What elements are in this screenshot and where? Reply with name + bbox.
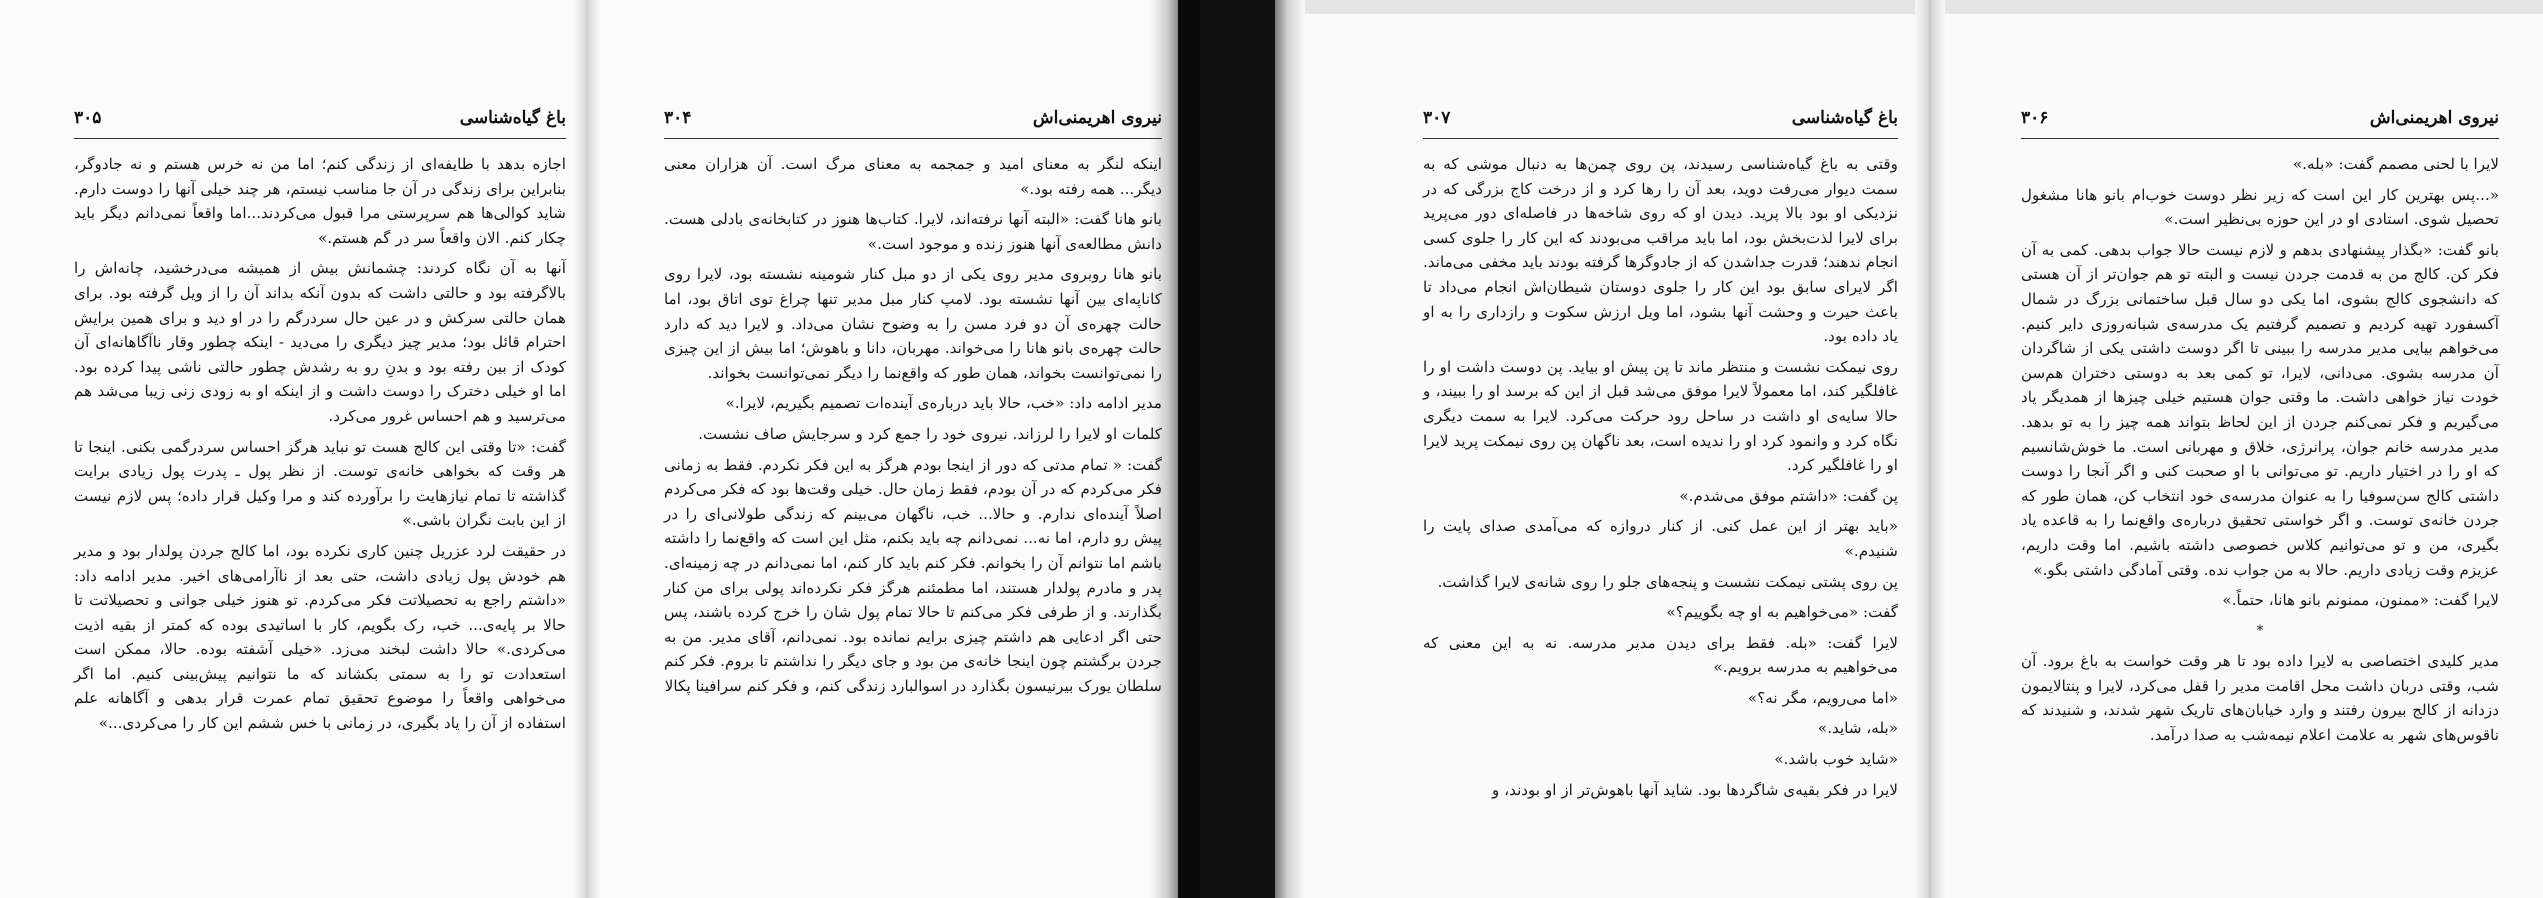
scan-edge-shadow-right: [1275, 0, 1305, 898]
page-number: ۳۰۴: [664, 108, 692, 128]
paragraph: گفت: « تمام مدتی که دور از اینجا بودم هرگز به این فکر نکردم. فقط به زمانی فکر می‌کردم که در آن بودم، فقط زمان حال. خیلی وقت‌ها بود که فکر می‌کردم اصلاً آینده‌ای ندارم. و حالا... خب، ناگهان می‌بینم که زندگی طولانی‌ای را در پیش رو دارم، اما نه... نمی‌دانم چه باید بکنم، مثل این است که واقع‌نما را داشته باشم اما نتوانم آن را بخوانم. فکر کنم باید کار کنم، اما نمی‌دانم در چه زمینه‌ای. پدر و مادرم پولدار هستند، اما مطمئنم هرگز فکر نکرده‌اند پولی برای من کنار بگذارند. و از طرفی فکر می‌کنم تا حالا تمام پول شان را خرج کرده باشند، پس حتی اگر ادعایی هم داشتم چیزی برایم نمانده بود. نمی‌دانم، آقای مدیر. من به جردن برگشتم چون اینجا خانه‌ی من بود و جای دیگر را نداشتم تا بروم. فکر کنم سلطان یورک بیرنیسون بگذارد در اسوالبارد زندگی کنم، و فکر کنم سرافینا پکالا: [664, 455, 1162, 695]
paragraph: «...پس بهترین کار این است که زیر نظر دوست خوب‌ام بانو هانا مشغول تحصیل شوی. استادی او در این حوزه بی‌نظیر است.»: [2021, 185, 2499, 229]
paragraph: لایرا گفت: «بله. فقط برای دیدن مدیر مدرسه. نه به این معنی که می‌خواهیم به مدرسه برویم.»: [1423, 633, 1898, 677]
page-body: [2021, 152, 2499, 754]
page-header: [664, 108, 1162, 139]
paragraph: مدیر کلیدی اختصاصی به لایرا داده بود تا هر وقت خواست به باغ برود. آن شب، وقتی دربان داشت محل اقامت مدیر را قفل می‌کرد، لایرا و پنتالایمون دزدانه از کالج بیرون رفتند و وارد خیابان‌های تاریک شهر شدند، و شنیدند که ناقوس‌های شهر به علامت اعلام نیمه‌شب به صدا درآمد.: [2021, 652, 2499, 745]
paragraph: اجازه بدهد با طایفه‌ای از زندگی کنم؛ اما من نه خرس هستم و نه جادوگر، بنابراین برای زندگی در آن جا مناسب نیستم، هر چند خیلی آنها را دوست دارم. شاید کوالی‌ها هم سرپرستی مرا قبول می‌کردند...اما واقعاً نمی‌دانم دیگر باید چکار کنم. الان واقعاً سر در گم هستم.»: [74, 155, 566, 247]
paragraph: لایرا گفت: «ممنون، ممنونم بانو هانا، حتماً.»: [2222, 591, 2499, 610]
paragraph: «باید بهتر از این عمل کنی. از کنار دروازه که می‌آمدی صدای پایت را شنیدم.»: [1423, 517, 1898, 560]
scan-top-strip: [1275, 0, 2543, 14]
paragraph: آنها به آن نگاه کردند: چشمانش بیش از همیشه می‌درخشید، چانه‌اش را بالاگرفته بود و حالتی داشت که بدون آنکه بداند آن را از ویل گرفته بود. برای همان حالتی سرکش و در عین حال سردرگم را در او دید و برای همین برایش احترام قائل بود؛ مدیر چیز دیگری را می‌دید - اینکه چطور وقار ناآگاهانه‌ای آن کودک از بین رفته بود و بدنِ رو به رشدش چطور حالتی ناشی پیدا کرده بود. اما او خیلی دخترک را دوست داشت و از اینکه او به زودی زنی زیبا می‌شد هم می‌ترسید و هم احساس غرور می‌کرد.: [74, 259, 566, 425]
paragraph: روی نیمکت نشست و منتظر ماند تا پن پیش او بیاید. پن دوست داشت او را غافلگیر کند، اما معمولاً لایرا موفق می‌شد قبل از این که برسد او را ببیند، و حالا سایه‌ی او داشت در ساحل رود حرکت می‌کرد. لایرا به سمت دیگری نگاه کرد و وانمود کرد او را ندیده است، بعد ناگهان پن روی نیمکت پرید لایرا او را غافلگیر کرد.: [1423, 357, 1898, 475]
paragraph: در حقیقت لرد عزریل چنین کاری نکرده بود، اما کالج جردن پولدار بود و مدیر هم خودش پول زیادی داشت، حتی بعد از ناآرامی‌های اخیر. مدیر ادامه داد: «داشتم راجع به تحصیلاتت فکر می‌کردم. تو هنوز خیلی جوانی و تحصیلاتت تا حالا بر پایه‌ی... خب، رک بگویم، کار با اساتیدی بوده که کمتر از بقیه اذیت می‌کردی.» حالا داشت لبخند می‌زد. «خیلی آشفته بوده. حالا، ممکن است استعدادت تو را به سمتی بکشاند که ما نتوانیم پیش‌بینی کنیم. اما اگر می‌خواهی واقعاً را موضوع تحقیق تمام عمرت قرار بدهی و آگاهانه علم استفاده از آن را یاد بگیری، در زمانی با خس ششم این کار را می‌کردی...»: [74, 541, 566, 733]
page-header: [1423, 108, 1898, 139]
book-spine-left: [574, 0, 600, 898]
page-number: ۳۰۵: [74, 108, 102, 128]
running-title: نیروی اهریمنی‌اش: [2369, 108, 2499, 128]
paragraph: «بله، شاید.»: [1817, 719, 1898, 738]
paragraph: «اما می‌رویم، مگر نه؟»: [1747, 688, 1898, 707]
page-number: ۳۰۶: [2021, 108, 2049, 128]
book-spine-right: [1915, 0, 1945, 898]
paragraph: گفت: «می‌خواهیم به او چه بگوییم؟»: [1666, 603, 1898, 622]
paragraph: پن گفت: «داشتم موفق می‌شدم.»: [1679, 486, 1898, 505]
paragraph: «شاید خوب باشد.»: [1774, 750, 1898, 769]
paragraph: مدیر ادامه داد: «خب، حالا باید درباره‌ی آینده‌ات تصمیم بگیریم، لایرا.»: [725, 394, 1162, 413]
page-body: [1423, 152, 1898, 808]
paragraph: وقتی به باغ گیاه‌شناسی رسیدند، پن روی چمن‌ها به دنبال موشی که به سمت دیوار می‌رفت دوید، بعد آن را رها کرد و از درخت کاج بزرگی که در نزدیکی او بود بالا پرید. دیدن او که روی شاخه‌ها در فاصله‌ای دور می‌پرید برای لایرا لذت‌بخش بود، اما باید مراقب می‌بودند که این کار را جلوی کسی انجام ندهند؛ قدرت جداشدن که از جادوگرها گرفته بودند باید مخفی می‌ماند. اگر لایرای سابق بود این کار را جلوی دوستان شیطان‌اش انجام می‌داد تا باعث حیرت و وحشت آنها بشود، اما ویل ارزش سکوت و رازداری را به او یاد داده بود.: [1423, 155, 1898, 346]
scan-gap-inner: [1200, 0, 1275, 898]
paragraph: بانو هانا روبروی مدیر روی یکی از دو مبل کنار شومینه نشسته بود، لایرا روی کاناپه‌ای بین آنها نشسته بود. لامپ کنار مبل مدیر تنها چراغ توی اتاق بود، اما حالت چهره‌ی آن دو فرد مسن را به وضوح نشان می‌داد. و لایرا دید که دارد حالت چهره‌ی بانو هانا را می‌خواند. مهربان، دانا و باهوش؛ اما بیش از این چیزی را نمی‌توانست بخواند، همان طور که واقع‌نما را دیگر نمی‌توانست بخواند.: [664, 265, 1162, 382]
section-separator: *: [2256, 622, 2264, 639]
paragraph: پن روی پشتی نیمکت نشست و پنجه‌های جلو را روی شانه‌ی لایرا گذاشت.: [1437, 572, 1898, 591]
running-title: باغ گیاه‌شناسی: [1791, 108, 1898, 128]
page-body: [664, 152, 1162, 704]
page-header: [2021, 108, 2499, 139]
paragraph: لایرا در فکر بقیه‌ی شاگردها بود. شاید آنها باهوش‌تر از او بودند، و: [1492, 780, 1898, 799]
page-body: [74, 152, 566, 742]
paragraph: گفت: «تا وقتی این کالج هست تو نباید هرگز احساس سردرگمی بکنی. اینجا تا هر وقت که بخواهی خانه‌ی توست. از نظر پول ـ پدرت پول زیادی برایت گذاشته تا تمام نیازهایت را برآورده کند و مرا وکیل قرار داده؛ پس لازم نیست از این بابت نگران باشی.»: [74, 437, 566, 530]
paragraph: بانو هانا گفت: «البته آنها نرفته‌اند، لایرا. کتاب‌ها هنوز در کتابخانه‌ی بادلی هست. دانش مطالعه‌ی آنها هنوز زنده و موجود است.»: [664, 210, 1162, 253]
paragraph: اینکه لنگر به معنای امید و جمجمه به معنای مرگ است. آن هزاران معنی دیگر... همه رفته بود.»: [664, 155, 1162, 198]
paragraph: کلمات او لایرا را لرزاند. نیروی خود را جمع کرد و سرجایش صاف نشست.: [698, 424, 1162, 443]
paragraph: بانو گفت: «بگذار پیشنهادی بدهم و لازم نیست حالا جواب بدهی. کمی به آن فکر کن. کالج من به قدمت جردن نیست و البته تو هم جوان‌تر از آن هستی که دانشجوی کالج بشوی، اما یکی دو سال قبل ساختمانی بزرگ در شمال آکسفورد تهیه کردیم و تصمیم گرفتیم یک مدرسه‌ی شبانه‌روزی دایر کنیم. می‌خواهم بیایی مدیر مدرسه را ببینی تا اگر دوست داشتی یکی از شاگردان آن مدرسه بشوی. می‌دانی، لایرا، تو کمی بعد به دوستی دختران هم‌سن خودت نیاز خواهی داشت. ما وقتی جوان هستیم خیلی چیزها از همدیگر یاد می‌گیریم و فکر نمی‌کنم جردن از این لحاظ بتواند همه چیز را به تو بدهد. مدیر مدرسه خانم جوان، پرانرژی، خلاق و مهربانی است. ما خوش‌شانسیم که او را در اختیار داریم. تو می‌توانی با او صحبت کنی و اگر آنجا را دوست داشتی کالج سن‌سوفیا را به عنوان مدرسه‌ی خود انتخاب کن، همان طور که جردن خانه‌ی توست. و اگر خواستی تحقیق درباره‌ی واقع‌نما را به قاعده یاد بگیری، من و تو می‌توانیم کلاس خصوصی داشته باشیم. اما وقت داریم، عزیزم وقت زیادی داریم. حالا به من جواب نده. وقتی آمادگی داشتی بگو.»: [2021, 240, 2499, 579]
page-header: [74, 108, 566, 139]
paragraph: لایرا با لحنی مصمم گفت: «بله.»: [2292, 155, 2499, 173]
page-number: ۳۰۷: [1423, 108, 1451, 128]
running-title: باغ گیاه‌شناسی: [459, 108, 566, 128]
running-title: نیروی اهریمنی‌اش: [1032, 108, 1162, 128]
